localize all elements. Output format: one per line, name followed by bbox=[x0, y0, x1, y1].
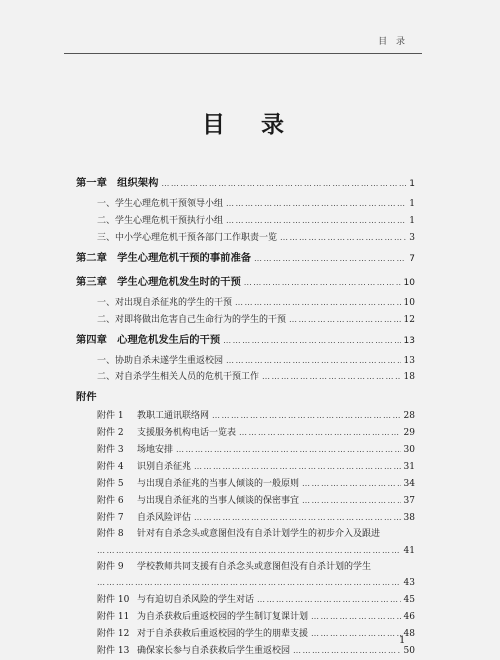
chapter-label: 第二章 学生心理危机干预的事前准备 bbox=[76, 251, 252, 264]
page-number: 1 bbox=[399, 635, 406, 646]
page-ref: 18 bbox=[403, 372, 415, 383]
page-ref: 46 bbox=[403, 612, 415, 623]
toc-appendix-item[interactable] bbox=[76, 476, 415, 493]
dot-leader bbox=[235, 295, 401, 311]
dot-leader bbox=[293, 643, 401, 659]
section-label: 一、学生心理危机干预领导小组 bbox=[97, 199, 224, 209]
toc-section[interactable] bbox=[76, 295, 415, 312]
dot-leader bbox=[212, 408, 401, 424]
appendix-label: 对于自杀获救后重返校园的学生的朋辈支援 bbox=[137, 629, 309, 640]
chapter-label: 第四章 心理危机发生后的干预 bbox=[76, 333, 221, 346]
toc-appendix-item[interactable] bbox=[76, 425, 415, 442]
dot-leader bbox=[194, 510, 401, 526]
page-ref: 41 bbox=[403, 545, 415, 556]
appendix-number: 附件 3 bbox=[97, 445, 124, 456]
toc-appendix-item[interactable] bbox=[76, 408, 415, 425]
appendix-number: 附件 6 bbox=[97, 495, 124, 506]
page-ref: 43 bbox=[403, 578, 415, 589]
page-ref: 12 bbox=[403, 314, 415, 325]
toc-section[interactable] bbox=[76, 369, 415, 386]
toc-appendix-item[interactable] bbox=[76, 493, 415, 510]
appendix-heading: 附件 bbox=[76, 391, 97, 404]
appendix-label: 场地安排 bbox=[137, 445, 174, 456]
dot-leader bbox=[223, 329, 400, 352]
page-ref: 1 bbox=[409, 179, 415, 189]
appendix-number: 附件 9 bbox=[97, 561, 124, 572]
dot-leader bbox=[176, 442, 401, 458]
toc-appendix-item[interactable] bbox=[76, 609, 415, 626]
appendix-label: 确保家长参与自杀获救后学生重返校园 bbox=[137, 646, 291, 657]
running-header: 目 录 bbox=[378, 37, 408, 47]
toc-section[interactable] bbox=[76, 353, 415, 370]
appendix-number: 附件 11 bbox=[97, 612, 130, 623]
page-ref: 13 bbox=[403, 355, 415, 366]
appendix-number: 附件 10 bbox=[97, 595, 130, 606]
section-label: 一、对出现自杀征兆的学生的干预 bbox=[97, 297, 233, 308]
toc-section[interactable] bbox=[76, 230, 415, 247]
toc-appendix-item[interactable] bbox=[76, 510, 415, 527]
appendix-label: 自杀风险评估 bbox=[137, 512, 192, 523]
toc-section[interactable] bbox=[76, 196, 415, 213]
section-label: 一、协助自杀未遂学生重返校园 bbox=[97, 355, 224, 366]
toc-chapter-2[interactable] bbox=[76, 247, 415, 271]
dot-leader bbox=[97, 543, 401, 559]
toc-appendix-item[interactable] bbox=[76, 643, 415, 660]
chapter-label: 第一章 组织架构 bbox=[76, 177, 159, 189]
dot-leader bbox=[254, 247, 406, 270]
appendix-label: 与出现自杀征兆的当事人倾谈的保密事宜 bbox=[137, 495, 300, 506]
toc-section[interactable] bbox=[76, 213, 415, 230]
page-ref: 10 bbox=[403, 297, 415, 308]
table-of-contents bbox=[76, 172, 415, 660]
page-ref: 28 bbox=[403, 411, 415, 422]
page-ref: 1 bbox=[409, 215, 415, 226]
page-ref: 37 bbox=[403, 495, 415, 506]
toc-appendix-item[interactable] bbox=[76, 592, 415, 609]
dot-leader bbox=[161, 172, 406, 195]
header-rule bbox=[64, 53, 422, 54]
toc-section[interactable] bbox=[76, 312, 415, 329]
page-ref: 50 bbox=[403, 646, 415, 657]
toc-appendix-item[interactable] bbox=[76, 442, 415, 459]
dot-leader bbox=[244, 271, 401, 294]
dot-leader bbox=[226, 196, 406, 212]
dot-leader bbox=[262, 369, 401, 385]
appendix-label: 为自杀获救后重返校园的学生制订复课计划 bbox=[137, 612, 309, 623]
dot-leader bbox=[302, 476, 401, 492]
toc-chapter-1[interactable] bbox=[76, 172, 415, 196]
appendix-label: 支援服务机构电话一览表 bbox=[137, 428, 237, 439]
section-label: 二、对即将做出危害自己生命行为的学生的干预 bbox=[97, 314, 287, 325]
appendix-number: 附件 1 bbox=[97, 411, 124, 422]
dot-leader bbox=[97, 575, 401, 591]
appendix-number: 附件 8 bbox=[97, 528, 124, 539]
toc-appendix-item[interactable] bbox=[76, 560, 415, 576]
appendix-label: 与有迫切自杀风险的学生对话 bbox=[137, 595, 255, 606]
appendix-number: 附件 5 bbox=[97, 478, 124, 489]
toc-appendix-item-continuation bbox=[76, 575, 415, 592]
page-ref: 38 bbox=[403, 512, 415, 523]
toc-appendix-item[interactable] bbox=[76, 459, 415, 476]
appendix-number: 附件 2 bbox=[97, 428, 124, 439]
dot-leader bbox=[226, 353, 401, 369]
appendix-label: 识别自杀征兆 bbox=[137, 462, 192, 473]
appendix-label: 与出现自杀征兆的当事人倾谈的一般原则 bbox=[137, 478, 300, 489]
section-label: 三、中小学心理危机干预各部门工作职责一览 bbox=[97, 232, 278, 243]
page-ref: 13 bbox=[403, 335, 415, 346]
section-label: 二、对自杀学生相关人员的危机干预工作 bbox=[97, 372, 260, 383]
dot-leader bbox=[257, 592, 401, 608]
dot-leader bbox=[226, 213, 406, 229]
page-ref: 45 bbox=[403, 595, 415, 606]
dot-leader bbox=[289, 312, 401, 328]
dot-leader bbox=[311, 609, 401, 625]
page-ref: 30 bbox=[403, 445, 415, 456]
dot-leader bbox=[280, 230, 406, 246]
page-ref: 3 bbox=[409, 232, 415, 243]
page-ref: 48 bbox=[403, 629, 415, 640]
page-ref: 34 bbox=[403, 478, 415, 489]
page-ref: 31 bbox=[403, 462, 415, 473]
dot-leader bbox=[302, 493, 401, 509]
toc-chapter-3[interactable] bbox=[76, 271, 415, 295]
appendix-number: 附件 12 bbox=[97, 629, 130, 640]
dot-leader bbox=[194, 459, 401, 475]
toc-chapter-4[interactable] bbox=[76, 329, 415, 353]
appendix-number: 附件 7 bbox=[97, 512, 124, 523]
page-title: 目 录 bbox=[201, 112, 298, 138]
appendix-label: 教职工通讯联络网 bbox=[137, 411, 210, 422]
toc-appendix-item[interactable] bbox=[76, 527, 415, 543]
toc-appendix-item-continuation bbox=[76, 543, 415, 560]
dot-leader bbox=[311, 626, 401, 642]
section-label: 二、学生心理危机干预执行小组 bbox=[97, 215, 224, 226]
appendix-label: 学校教师共同支援有自杀念头或意图但没有自杀计划的学生 bbox=[137, 561, 372, 572]
page-ref: 10 bbox=[403, 277, 415, 288]
appendix-label: 针对有自杀念头或意图但没有自杀计划学生的初步介入及跟进 bbox=[137, 528, 381, 539]
page-ref: 1 bbox=[409, 199, 415, 209]
page-ref: 7 bbox=[409, 253, 415, 264]
chapter-label: 第三章 学生心理危机发生时的干预 bbox=[76, 275, 241, 288]
appendix-number: 附件 4 bbox=[97, 462, 124, 473]
toc-appendix-item[interactable] bbox=[76, 626, 415, 643]
appendix-number: 附件 13 bbox=[97, 646, 130, 657]
dot-leader bbox=[239, 425, 401, 441]
page-ref: 29 bbox=[403, 428, 415, 439]
